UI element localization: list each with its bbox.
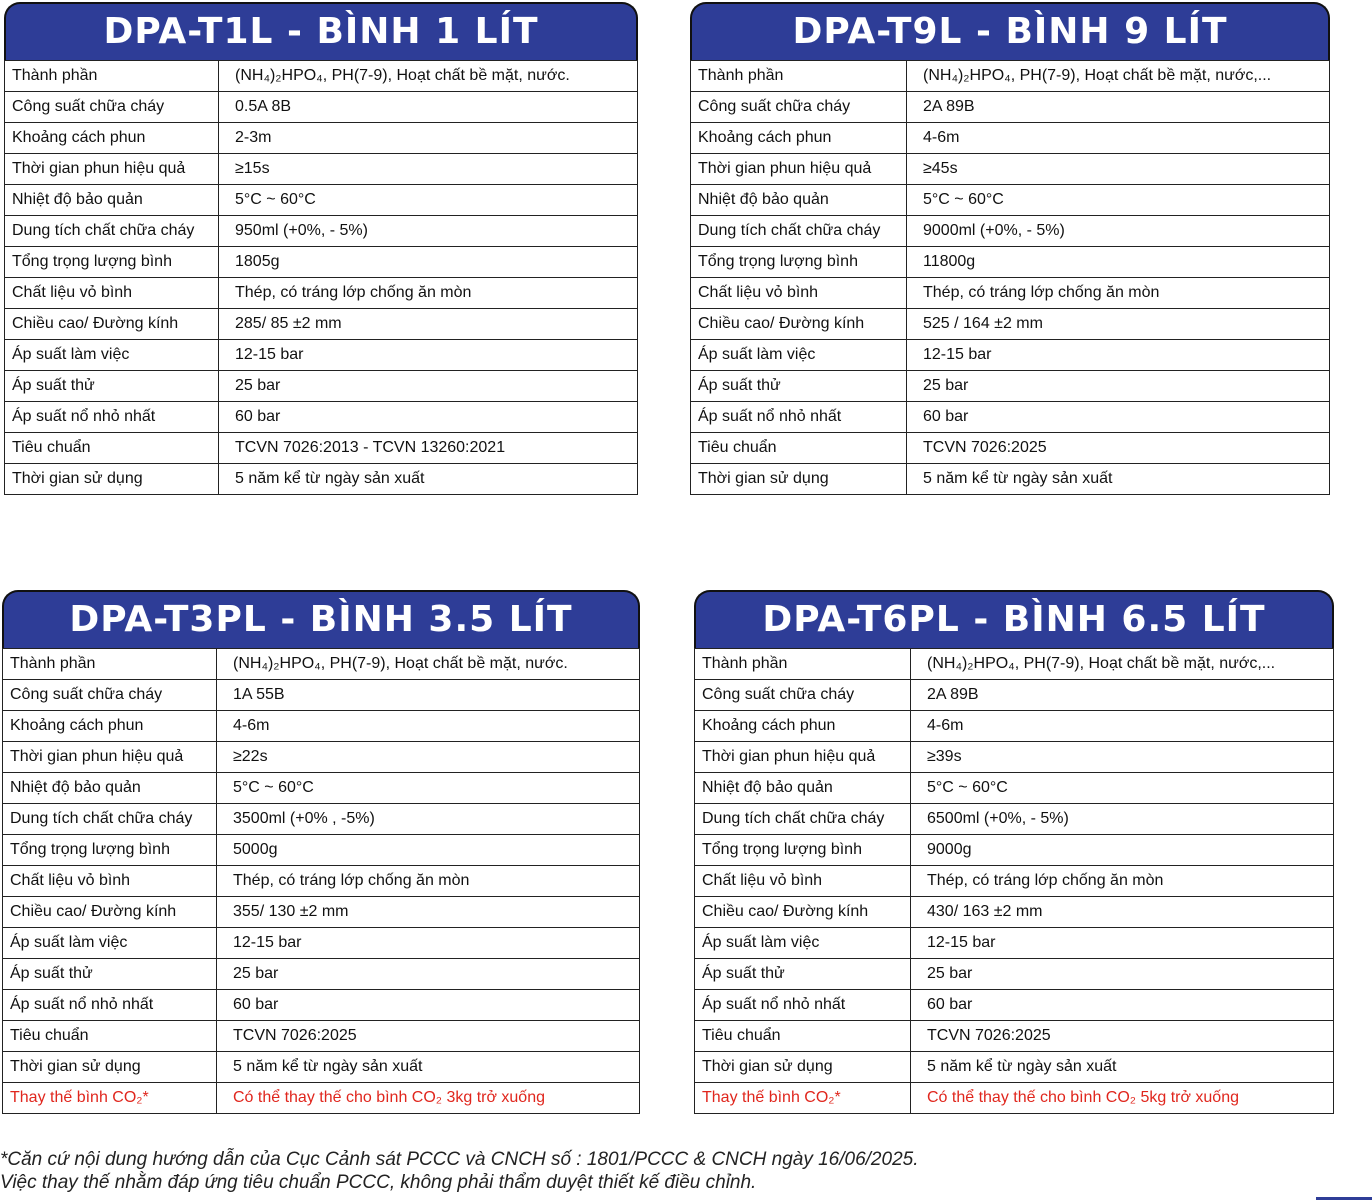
spec-value: TCVN 7026:2013 - TCVN 13260:2021 bbox=[219, 433, 638, 464]
spec-value: (NH₄)₂HPO₄, PH(7-9), Hoạt chất bề mặt, nước. bbox=[217, 649, 640, 680]
spec-label: Áp suất nổ nhỏ nhất bbox=[695, 990, 911, 1021]
spec-label: Thời gian phun hiệu quả bbox=[691, 154, 907, 185]
spec-value: 60 bar bbox=[217, 990, 640, 1021]
spec-label: Thời gian sử dụng bbox=[3, 1052, 217, 1083]
card-title: DPA-T6PL - BÌNH 6.5 LÍT bbox=[694, 590, 1334, 648]
spec-label: Nhiệt độ bảo quản bbox=[3, 773, 217, 804]
spec-row bbox=[5, 371, 638, 402]
spec-label: Nhiệt độ bảo quản bbox=[5, 185, 219, 216]
spec-row bbox=[691, 402, 1330, 433]
spec-card-dpa-t6pl bbox=[694, 590, 1334, 1114]
spec-label: Công suất chữa cháy bbox=[3, 680, 217, 711]
spec-value: 430/ 163 ±2 mm bbox=[911, 897, 1334, 928]
spec-row bbox=[695, 649, 1334, 680]
spec-value: Thép, có tráng lớp chống ăn mòn bbox=[911, 866, 1334, 897]
spec-value: 4-6m bbox=[217, 711, 640, 742]
spec-row bbox=[695, 928, 1334, 959]
spec-table bbox=[690, 60, 1330, 495]
spec-row bbox=[695, 897, 1334, 928]
footnote-line-2: Việc thay thế nhằm đáp ứng tiêu chuẩn PCCC, không phải thẩm duyệt thiết kế điều chỉnh. bbox=[0, 1172, 757, 1193]
spec-label: Tổng trọng lượng bình bbox=[691, 247, 907, 278]
spec-value: 12-15 bar bbox=[911, 928, 1334, 959]
spec-value: 1A 55B bbox=[217, 680, 640, 711]
spec-label: Thời gian sử dụng bbox=[695, 1052, 911, 1083]
spec-row bbox=[695, 680, 1334, 711]
spec-label: Chất liệu vỏ bình bbox=[5, 278, 219, 309]
spec-value: 3500ml (+0% , -5%) bbox=[217, 804, 640, 835]
spec-value: 4-6m bbox=[907, 123, 1330, 154]
spec-row bbox=[3, 959, 640, 990]
spec-row bbox=[5, 61, 638, 92]
card-title: DPA-T3PL - BÌNH 3.5 LÍT bbox=[2, 590, 640, 648]
spec-value: 4-6m bbox=[911, 711, 1334, 742]
spec-value: 60 bar bbox=[911, 990, 1334, 1021]
spec-label: Áp suất làm việc bbox=[691, 340, 907, 371]
spec-value: 5°C ~ 60°C bbox=[907, 185, 1330, 216]
spec-label: Chất liệu vỏ bình bbox=[3, 866, 217, 897]
spec-value: 5°C ~ 60°C bbox=[911, 773, 1334, 804]
spec-label: Dung tích chất chữa cháy bbox=[695, 804, 911, 835]
spec-value: 12-15 bar bbox=[907, 340, 1330, 371]
spec-row bbox=[3, 773, 640, 804]
spec-value: 5 năm kể từ ngày sản xuất bbox=[219, 464, 638, 495]
spec-row bbox=[695, 959, 1334, 990]
spec-label: Dung tích chất chữa cháy bbox=[691, 216, 907, 247]
spec-row bbox=[691, 309, 1330, 340]
spec-row bbox=[3, 1052, 640, 1083]
spec-value: 25 bar bbox=[217, 959, 640, 990]
spec-row bbox=[3, 928, 640, 959]
spec-label: Chất liệu vỏ bình bbox=[691, 278, 907, 309]
spec-label: Chiều cao/ Đường kính bbox=[695, 897, 911, 928]
footnote-line-1: *Căn cứ nội dung hướng dẫn của Cục Cảnh sát PCCC và CNCH số : 1801/PCCC & CNCH ngày 16/06/2025. bbox=[0, 1149, 919, 1170]
spec-label: Tiêu chuẩn bbox=[691, 433, 907, 464]
spec-label: Áp suất thử bbox=[691, 371, 907, 402]
spec-value: 5 năm kể từ ngày sản xuất bbox=[911, 1052, 1334, 1083]
spec-row bbox=[3, 990, 640, 1021]
spec-label: Thời gian sử dụng bbox=[5, 464, 219, 495]
spec-label: Thành phần bbox=[695, 649, 911, 680]
spec-row bbox=[691, 61, 1330, 92]
spec-value: 25 bar bbox=[907, 371, 1330, 402]
spec-row bbox=[5, 278, 638, 309]
spec-label: Áp suất nổ nhỏ nhất bbox=[5, 402, 219, 433]
spec-row bbox=[3, 742, 640, 773]
spec-value: ≥39s bbox=[911, 742, 1334, 773]
spec-label: Công suất chữa cháy bbox=[5, 92, 219, 123]
spec-row bbox=[3, 866, 640, 897]
spec-label: Áp suất thử bbox=[5, 371, 219, 402]
spec-label: Thời gian phun hiệu quả bbox=[695, 742, 911, 773]
spec-value: 5 năm kể từ ngày sản xuất bbox=[217, 1052, 640, 1083]
spec-value: 0.5A 8B bbox=[219, 92, 638, 123]
spec-value: 285/ 85 ±2 mm bbox=[219, 309, 638, 340]
spec-row bbox=[695, 990, 1334, 1021]
spec-value: Có thể thay thế cho bình CO₂ 5kg trở xuống bbox=[911, 1083, 1334, 1114]
spec-row bbox=[691, 278, 1330, 309]
spec-row bbox=[5, 464, 638, 495]
spec-label: Chiều cao/ Đường kính bbox=[691, 309, 907, 340]
spec-value: 5 năm kể từ ngày sản xuất bbox=[907, 464, 1330, 495]
spec-table bbox=[4, 60, 638, 495]
spec-row bbox=[3, 1021, 640, 1052]
spec-value: 2A 89B bbox=[907, 92, 1330, 123]
spec-value: (NH₄)₂HPO₄, PH(7-9), Hoạt chất bề mặt, nước,... bbox=[907, 61, 1330, 92]
spec-value: 25 bar bbox=[911, 959, 1334, 990]
spec-row bbox=[3, 649, 640, 680]
spec-row bbox=[5, 185, 638, 216]
spec-label: Áp suất nổ nhỏ nhất bbox=[3, 990, 217, 1021]
spec-row bbox=[3, 1083, 640, 1114]
spec-value: 60 bar bbox=[219, 402, 638, 433]
card-title: DPA-T9L - BÌNH 9 LÍT bbox=[690, 2, 1330, 60]
spec-label: Công suất chữa cháy bbox=[691, 92, 907, 123]
spec-row bbox=[691, 464, 1330, 495]
spec-value: ≥45s bbox=[907, 154, 1330, 185]
spec-row bbox=[3, 897, 640, 928]
spec-value: 6500ml (+0%, - 5%) bbox=[911, 804, 1334, 835]
footnote bbox=[0, 1148, 1360, 1194]
spec-row bbox=[695, 1083, 1334, 1114]
spec-card-dpa-t9l bbox=[690, 2, 1330, 495]
spec-value: ≥15s bbox=[219, 154, 638, 185]
spec-label: Áp suất nổ nhỏ nhất bbox=[691, 402, 907, 433]
spec-row bbox=[691, 185, 1330, 216]
spec-label: Nhiệt độ bảo quản bbox=[691, 185, 907, 216]
spec-label: Tiêu chuẩn bbox=[3, 1021, 217, 1052]
spec-row bbox=[3, 804, 640, 835]
spec-label: Dung tích chất chữa cháy bbox=[3, 804, 217, 835]
spec-label: Tổng trọng lượng bình bbox=[5, 247, 219, 278]
spec-value: 950ml (+0%, - 5%) bbox=[219, 216, 638, 247]
spec-label: Thành phần bbox=[3, 649, 217, 680]
spec-value: 12-15 bar bbox=[219, 340, 638, 371]
spec-value: (NH₄)₂HPO₄, PH(7-9), Hoạt chất bề mặt, nước. bbox=[219, 61, 638, 92]
spec-table bbox=[2, 648, 640, 1114]
spec-value: TCVN 7026:2025 bbox=[217, 1021, 640, 1052]
spec-value: Thép, có tráng lớp chống ăn mòn bbox=[217, 866, 640, 897]
spec-label: Tiêu chuẩn bbox=[5, 433, 219, 464]
spec-label: Áp suất thử bbox=[3, 959, 217, 990]
spec-value: 525 / 164 ±2 mm bbox=[907, 309, 1330, 340]
spec-value: Thép, có tráng lớp chống ăn mòn bbox=[219, 278, 638, 309]
spec-card-dpa-t1l bbox=[4, 2, 638, 495]
spec-row bbox=[691, 216, 1330, 247]
spec-value: Thép, có tráng lớp chống ăn mòn bbox=[907, 278, 1330, 309]
spec-label: Chất liệu vỏ bình bbox=[695, 866, 911, 897]
spec-label: Khoảng cách phun bbox=[695, 711, 911, 742]
spec-label: Thời gian phun hiệu quả bbox=[5, 154, 219, 185]
spec-value: 2-3m bbox=[219, 123, 638, 154]
spec-row bbox=[691, 154, 1330, 185]
spec-row bbox=[695, 1021, 1334, 1052]
spec-label: Áp suất làm việc bbox=[695, 928, 911, 959]
spec-row bbox=[695, 866, 1334, 897]
spec-row bbox=[3, 835, 640, 866]
spec-value: ≥22s bbox=[217, 742, 640, 773]
spec-row bbox=[5, 247, 638, 278]
spec-label: Áp suất thử bbox=[695, 959, 911, 990]
spec-value: 2A 89B bbox=[911, 680, 1334, 711]
spec-value: TCVN 7026:2025 bbox=[911, 1021, 1334, 1052]
spec-row bbox=[695, 711, 1334, 742]
spec-label: Dung tích chất chữa cháy bbox=[5, 216, 219, 247]
spec-row bbox=[691, 371, 1330, 402]
spec-value: 12-15 bar bbox=[217, 928, 640, 959]
spec-row bbox=[695, 835, 1334, 866]
spec-label: Chiều cao/ Đường kính bbox=[5, 309, 219, 340]
spec-label: Thành phần bbox=[691, 61, 907, 92]
spec-value: TCVN 7026:2025 bbox=[907, 433, 1330, 464]
spec-value: 5000g bbox=[217, 835, 640, 866]
spec-label: Chiều cao/ Đường kính bbox=[3, 897, 217, 928]
spec-label: Thời gian phun hiệu quả bbox=[3, 742, 217, 773]
spec-row bbox=[5, 216, 638, 247]
spec-label: Thay thế bình CO₂* bbox=[3, 1083, 217, 1114]
spec-row bbox=[695, 1052, 1334, 1083]
spec-table bbox=[694, 648, 1334, 1114]
spec-value: 11800g bbox=[907, 247, 1330, 278]
spec-value: 5°C ~ 60°C bbox=[217, 773, 640, 804]
spec-label: Nhiệt độ bảo quản bbox=[695, 773, 911, 804]
spec-value: 9000ml (+0%, - 5%) bbox=[907, 216, 1330, 247]
spec-row bbox=[5, 309, 638, 340]
spec-label: Áp suất làm việc bbox=[5, 340, 219, 371]
spec-row bbox=[5, 402, 638, 433]
spec-label: Tổng trọng lượng bình bbox=[3, 835, 217, 866]
spec-row bbox=[5, 154, 638, 185]
spec-row bbox=[3, 680, 640, 711]
spec-label: Công suất chữa cháy bbox=[695, 680, 911, 711]
spec-value: 1805g bbox=[219, 247, 638, 278]
spec-label: Thời gian sử dụng bbox=[691, 464, 907, 495]
card-title: DPA-T1L - BÌNH 1 LÍT bbox=[4, 2, 638, 60]
spec-row bbox=[5, 340, 638, 371]
spec-row bbox=[5, 123, 638, 154]
spec-row bbox=[691, 433, 1330, 464]
spec-row bbox=[695, 804, 1334, 835]
spec-card-dpa-t3pl bbox=[2, 590, 640, 1114]
spec-label: Khoảng cách phun bbox=[3, 711, 217, 742]
spec-label: Khoảng cách phun bbox=[691, 123, 907, 154]
spec-value: Có thể thay thế cho bình CO₂ 3kg trở xuống bbox=[217, 1083, 640, 1114]
spec-label: Thay thế bình CO₂* bbox=[695, 1083, 911, 1114]
spec-label: Tiêu chuẩn bbox=[695, 1021, 911, 1052]
spec-row bbox=[5, 92, 638, 123]
spec-row bbox=[695, 742, 1334, 773]
spec-label: Khoảng cách phun bbox=[5, 123, 219, 154]
spec-value: 25 bar bbox=[219, 371, 638, 402]
spec-row bbox=[691, 123, 1330, 154]
spec-row bbox=[691, 247, 1330, 278]
spec-row bbox=[695, 773, 1334, 804]
spec-value: 5°C ~ 60°C bbox=[219, 185, 638, 216]
spec-label: Áp suất làm việc bbox=[3, 928, 217, 959]
spec-value: 60 bar bbox=[907, 402, 1330, 433]
spec-row bbox=[5, 433, 638, 464]
spec-value: (NH₄)₂HPO₄, PH(7-9), Hoạt chất bề mặt, nước,... bbox=[911, 649, 1334, 680]
spec-row bbox=[3, 711, 640, 742]
spec-label: Thành phần bbox=[5, 61, 219, 92]
spec-row bbox=[691, 340, 1330, 371]
spec-value: 9000g bbox=[911, 835, 1334, 866]
spec-value: 355/ 130 ±2 mm bbox=[217, 897, 640, 928]
spec-label: Tổng trọng lượng bình bbox=[695, 835, 911, 866]
spec-row bbox=[691, 92, 1330, 123]
